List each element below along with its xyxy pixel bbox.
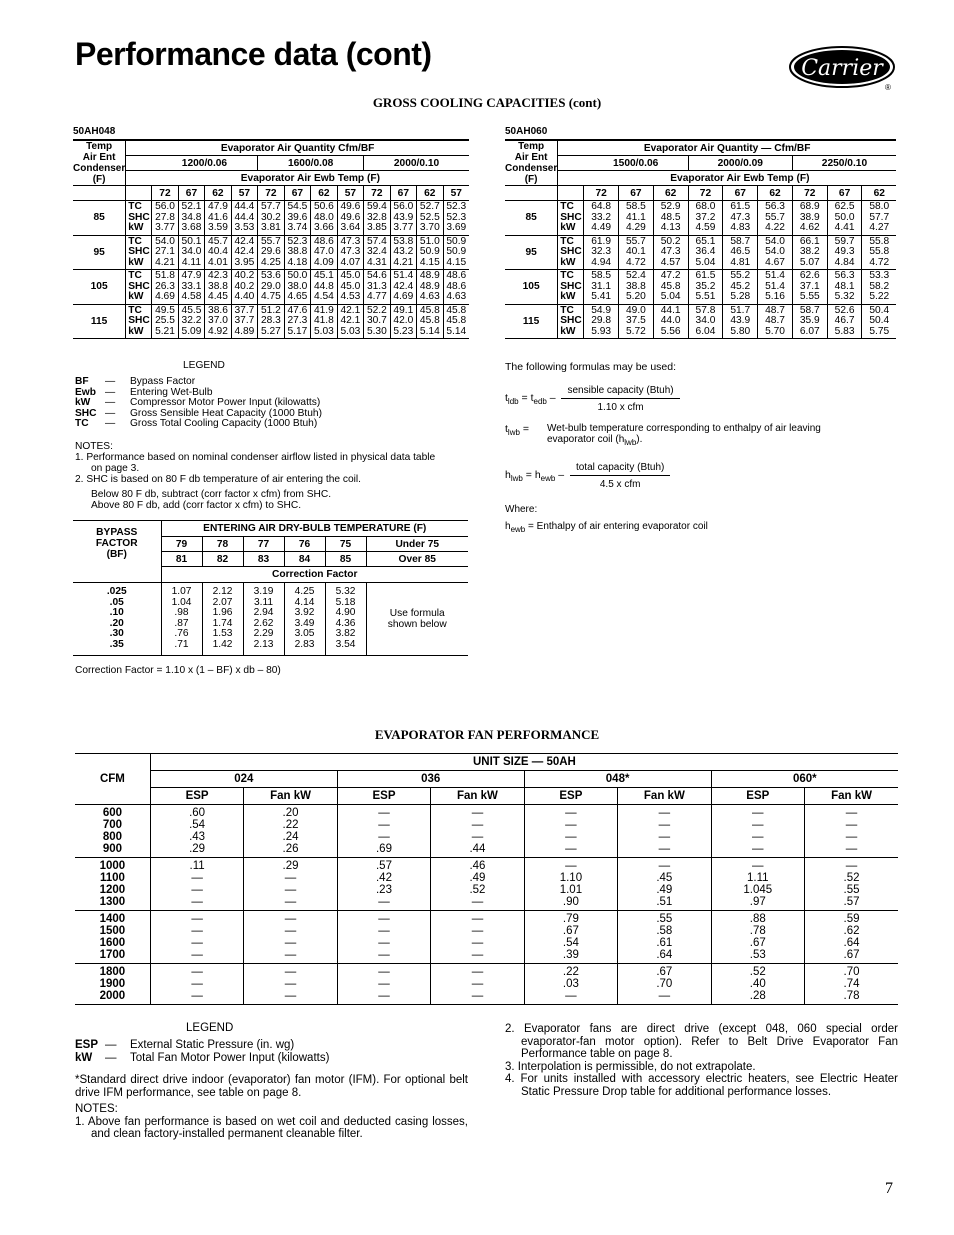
airflow-group: 1600/0.08 [258,156,364,171]
capacity-grid [73,140,469,339]
legend-item: TC — Gross Total Cooling Capacity (1000 Btuh) [75,418,318,430]
condenser-temp: 115 [505,304,558,339]
model-label: 50AH060 [505,126,896,140]
fan-cell: — 1.10 1.01 .90 [524,858,617,911]
capacity-cell: 57.4 32.4 4.31 [364,235,390,270]
ewb-temp: 72 [364,186,390,201]
condenser-temp: 85 [73,201,126,236]
legend-item: Ewb — Entering Wet-Bulb [75,386,213,398]
capacity-cell: 57.8 34.0 6.04 [688,304,723,339]
capacity-cell: 62.5 50.0 4.41 [827,201,862,236]
legend-item: BF — Bypass Factor [75,376,196,387]
capacity-cell: 37.7 37.7 4.89 [231,304,257,339]
row-labels: TC SHC kW [558,304,584,339]
capacity-cell: 47.9 33.1 4.58 [178,270,204,305]
temp-header: ENTERING AIR DRY-BULB TEMPERATURE (F) [161,521,468,537]
capacity-cell: 45.1 44.8 4.54 [311,270,337,305]
capacity-cell: 62.6 37.1 5.55 [792,270,827,305]
ewb-temp: 62 [862,186,896,201]
svg-text:®: ® [885,83,891,92]
unit-size-header: UNIT SIZE — 50AH [150,754,898,771]
legend-title: LEGEND [183,360,225,371]
fan-cell: — — — [150,964,243,1005]
capacity-cell: 51.4 42.4 4.69 [390,270,416,305]
capacity-cell: 47.3 47.3 4.07 [337,235,363,270]
airflow-group: 2000/0.09 [688,156,792,171]
airflow-group: 2250/0.10 [792,156,896,171]
capacity-cell: 50.6 48.0 3.66 [311,201,337,236]
table-row: 600 700 800 900 .60 .54 .43 .29 .20 .22 .24 .26 — — — .69 — — — .44 — — — — — — — — — — — — — — — — [75,805,898,858]
capacity-cell: 49.0 37.5 5.72 [619,304,654,339]
notes-title: NOTES: [75,441,113,452]
capacity-cell: 51.7 43.9 5.80 [723,304,758,339]
fan-cell: — — — [337,964,430,1005]
capacity-cell: 45.8 45.8 5.14 [443,304,469,339]
fan-cell: — — — [244,964,337,1005]
capacity-cell: 64.8 33.2 4.49 [584,201,619,236]
fan-cell: .29 — — — [244,858,337,911]
fan-cell: .60 .54 .43 .29 [150,805,243,858]
note-item: 2. Evaporator fans are direct drive (except 048, 060 special order evaporator-fan motor option). Refer to Belt Drive Evaporator Fan Performance table on page 8. [505,1023,898,1060]
formulas [505,361,900,534]
capacity-cell: 65.1 36.4 5.04 [688,235,723,270]
note-2-below: Below 80 F db, subtract (corr factor x cfm) from SHC. [91,489,332,500]
capacity-cell: 52.4 38.8 5.20 [619,270,654,305]
table-row: 1000 1100 1200 1300 .11 — — — .29 — — — .57 .42 .23 — .46 .49 .52 — — 1.10 1.01 .90 — .45 .49 .51 — 1.11 1.045 .97 — .52 .55 .57 [75,858,898,911]
unit-size: 024 [150,771,337,788]
condenser-temp: 95 [73,235,126,270]
capacity-cell: 61.5 35.2 5.51 [688,270,723,305]
ewb-temp: 62 [653,186,688,201]
capacity-table-060 [505,126,896,339]
table-row [505,235,896,270]
capacity-cell: 56.3 48.1 5.32 [827,270,862,305]
capacity-cell: 47.9 41.6 3.59 [205,201,231,236]
capacity-cell: 48.6 48.6 4.63 [443,270,469,305]
capacity-cell: 51.0 50.9 4.15 [417,235,443,270]
note-1: 1. Performance based on nominal condenser airflow listed in physical data table [75,452,436,463]
logo-text: Carrier [801,56,883,81]
fan-cell: — — — — [431,911,524,964]
ewb-header: Evaporator Air Ewb Temp (F) [152,171,469,186]
fan-cell: — — — — [618,805,711,858]
row-labels: TC SHC kW [558,235,584,270]
unit-size: 060* [711,771,898,788]
capacity-cell: 48.6 47.0 4.09 [311,235,337,270]
quantity-header: Evaporator Air Quantity Cfm/BF [126,141,469,156]
temp-header: Temp Air Ent Condenser (F) [505,141,558,185]
capacity-cell: 56.3 55.7 4.22 [758,201,793,236]
capacity-cell: 55.7 40.1 4.72 [619,235,654,270]
capacity-cell: 44.1 44.0 5.56 [653,304,688,339]
capacity-cell: 45.5 32.2 5.09 [178,304,204,339]
capacity-cell: 49.1 42.0 5.23 [390,304,416,339]
fan-cell: .20 .22 .24 .26 [244,805,337,858]
fan-performance-title: EVAPORATOR FAN PERFORMANCE [374,727,600,742]
capacity-cell: 47.2 45.8 5.04 [653,270,688,305]
capacity-cell: 61.5 47.3 4.83 [723,201,758,236]
ewb-temp: 67 [827,186,862,201]
note-item: 1. Above fan performance is based on wet coil and deducted casing losses, and clean factory-installed permanent cleanable filter. [75,1115,468,1140]
page-title: Performance data (cont) [75,36,432,72]
capacity-cell: 57.7 30.2 3.81 [258,201,284,236]
table-row [73,270,469,305]
fan-cell: — — — — [711,805,804,858]
condenser-temp: 105 [505,270,558,305]
fan-cell: .46 .49 .52 — [431,858,524,911]
formula-where: Where: [505,504,538,515]
ewb-header: Evaporator Air Ewb Temp (F) [584,171,896,186]
ewb-temp: 62 [311,186,337,201]
fan-legend-title: LEGEND [186,1022,234,1034]
capacity-cell: 68.9 38.9 4.62 [792,201,827,236]
correction-formula: Correction Factor = 1.10 x (1 – BF) x db – 80) [75,665,281,676]
table-row: 1400 1500 1600 1700 — — — — — — — — — — — — — — — — .79 .67 .54 .39 .55 .58 .61 .64 .88 .78 .67 .53 .59 .62 .64 .67 [75,911,898,964]
table-row [73,201,469,236]
note-1-cont: on page 3. [91,463,140,474]
fan-cell: .79 .67 .54 .39 [524,911,617,964]
capacity-cell: 54.5 39.6 3.74 [284,201,310,236]
fan-notes-right [505,1023,898,1098]
airflow-group: 2000/0.10 [364,156,469,171]
fan-cell: — .45 .49 .51 [618,858,711,911]
formula-hewb: $h_{ewb}$ = Enthalpy of air entering evaporator coil [505,521,708,534]
capacity-cell: 51.2 28.3 5.27 [258,304,284,339]
use-formula-note: Use formula shown below [366,583,468,656]
capacity-cell: 49.5 25.5 5.21 [152,304,178,339]
capacity-cell: 50.9 50.9 4.15 [443,235,469,270]
legend-item: ESP — External Static Pressure (in. wg) [75,1039,295,1051]
formula-tldb: $t_{ldb} = t_{edb}$ – $\frac{\text{sensible capacity (Btuh)}}{\text{1.10 x cfm}}$ [505,385,900,413]
fan-cell: .57 .42 .23 — [337,858,430,911]
formula-tlwb: $t_{lwb}$ = Wet-bulb temperature corresponding to enthalpy of air leaving evaporator coil $(h_{lwb})$. [505,423,821,447]
ewb-temp: 72 [688,186,723,201]
capacity-cell: 52.3 52.3 3.69 [443,201,469,236]
fan-footnote: *Standard direct drive indoor (evaporator) fan motor (IFM). For optional belt drive IFM performance, see table on page 8. [75,1074,468,1099]
capacity-cell: 56.0 27.8 3.77 [152,201,178,236]
quantity-header: Evaporator Air Quantity — Cfm/BF [558,141,896,156]
model-label: 50AH048 [73,126,469,140]
capacity-cell: 45.7 40.4 4.01 [205,235,231,270]
carrier-logo [788,44,900,92]
ewb-temp: 62 [205,186,231,201]
condenser-temp: 95 [505,235,558,270]
table-row [505,270,896,305]
legend-list [75,377,322,430]
ewb-temp: 62 [758,186,793,201]
capacity-cell: 58.5 31.1 5.41 [584,270,619,305]
row-labels: TC SHC kW [126,304,152,339]
note-2-above: Above 80 F db, add (corr factor x cfm) to SHC. [91,500,302,511]
fan-cell: — — — [431,964,524,1005]
fan-cell: .59 .62 .64 .67 [805,911,898,964]
capacity-cell: 56.0 43.9 3.77 [390,201,416,236]
table-row [505,304,896,339]
capacity-cell: 45.0 45.0 4.53 [337,270,363,305]
capacity-cell: 51.4 51.4 5.16 [758,270,793,305]
condenser-temp: 115 [73,304,126,339]
fan-cell: — — — — [244,911,337,964]
row-labels: TC SHC kW [558,270,584,305]
ewb-temp: 57 [231,186,257,201]
capacity-cell: 48.7 48.7 5.70 [758,304,793,339]
ewb-temp: 57 [337,186,363,201]
capacity-cell: 54.6 31.3 4.77 [364,270,390,305]
note-item: 4. For units installed with accessory electric heaters, see Electric Heater Static Pressure Drop table for additional performance losses. [505,1073,898,1098]
formula-hlwb: $h_{lwb} = h_{ewb}$ – $\frac{\text{total capacity (Btuh)}}{\text{4.5 x cfm}}$ [505,462,900,490]
capacity-cell: 58.7 46.5 4.81 [723,235,758,270]
fan-notes-left [75,1103,468,1141]
capacity-cell: 52.3 38.8 4.18 [284,235,310,270]
fan-cell: .55 .58 .61 .64 [618,911,711,964]
table-row [73,235,469,270]
capacity-cell: 48.9 48.9 4.63 [417,270,443,305]
table-row [505,201,896,236]
capacity-cell: 58.5 41.1 4.29 [619,201,654,236]
capacity-cell: 44.4 44.4 3.53 [231,201,257,236]
capacity-table-048 [73,126,469,339]
ewb-temp: 72 [584,186,619,201]
ewb-temp: 67 [390,186,416,201]
bypass-factor-table: BYPASS FACTOR (BF) ENTERING AIR DRY-BULB TEMPERATURE (F) 79 78 77 76 75 Under 75 81 82 83 84 85 Over 85 Correction Factor .025 .05 .10 .20 .30 .35 1.07 1.04 .98 .87 .76 .71 2.12 2.07 1.96 1.74 1.53 1.42 3.19 3.11 2.94 2.62 2.29 2.13 4.25 4.14 3.92 3.49 3.05 2.83 5.32 5.18 4.90 4.36 3.82 3.54 Use formula shown below [73,520,468,656]
fan-cell: — — — — [150,911,243,964]
capacity-cell: 58.7 35.9 6.07 [792,304,827,339]
cfm-header: CFM [75,754,150,805]
fan-cell: — — — .44 [431,805,524,858]
ewb-temp: 72 [152,186,178,201]
row-labels: TC SHC kW [126,235,152,270]
capacity-cell: 52.1 34.8 3.68 [178,201,204,236]
legend-item: kW — Compressor Motor Power Input (kilowatts) [75,397,321,409]
capacity-cell: 42.1 42.1 5.03 [337,304,363,339]
capacity-cell: 52.6 46.7 5.83 [827,304,862,339]
row-labels: TC SHC kW [126,270,152,305]
capacity-cell: 61.9 32.3 4.94 [584,235,619,270]
ewb-temp: 67 [619,186,654,201]
capacity-cell: 59.7 49.3 4.84 [827,235,862,270]
capacity-cell: 45.8 45.8 5.14 [417,304,443,339]
capacity-cell: 52.9 48.5 4.13 [653,201,688,236]
note-item: 3. Interpolation is permissible, do not extrapolate. [505,1060,756,1073]
capacity-cell: 55.2 45.2 5.28 [723,270,758,305]
fan-cell: .88 .78 .67 .53 [711,911,804,964]
capacity-cell: 52.2 30.7 5.30 [364,304,390,339]
capacity-cell: 59.4 32.8 3.85 [364,201,390,236]
gross-cooling-title: GROSS COOLING CAPACITIES (cont) [372,95,602,110]
table-row: 1800 1900 2000 — — — — — — — — — — — — .22 .03 — .67 .70 — .52 .40 .28 .70 .74 .78 [75,964,898,1005]
legend-item: SHC — Gross Sensible Heat Capacity (1000 Btuh) [75,407,322,419]
capacity-cell: 40.2 40.2 4.40 [231,270,257,305]
capacity-cell: 50.4 50.4 5.75 [862,304,896,339]
capacity-cell: 38.6 37.0 4.92 [205,304,231,339]
fan-legend-list [75,1039,329,1065]
fan-cell: — — — .69 [337,805,430,858]
note-2: 2. SHC is based on 80 F db temperature of air entering the coil. [75,474,361,485]
fan-cell: — — — — [805,805,898,858]
fan-cell: — .52 .55 .57 [805,858,898,911]
capacity-grid [505,140,896,339]
unit-size: 048* [524,771,711,788]
notes [75,441,470,511]
ewb-temp: 57 [443,186,469,201]
bf-header: BYPASS FACTOR (BF) [73,521,161,567]
row-labels: TC SHC kW [558,201,584,236]
capacity-cell: 47.6 27.3 5.17 [284,304,310,339]
fan-cell: .70 .74 .78 [805,964,898,1005]
temp-header: Temp Air Ent Condenser (F) [73,141,126,185]
capacity-cell: 54.9 29.8 5.93 [584,304,619,339]
airflow-group: 1200/0.06 [152,156,258,171]
capacity-cell: 42.4 42.4 3.95 [231,235,257,270]
ewb-temp: 62 [417,186,443,201]
capacity-cell: 55.8 55.8 4.72 [862,235,896,270]
capacity-cell: 50.2 47.3 4.57 [653,235,688,270]
capacity-cell: 51.8 26.3 4.69 [152,270,178,305]
page-number: 7 [885,1180,893,1197]
capacity-cell: 54.0 54.0 4.67 [758,235,793,270]
ewb-temp: 67 [723,186,758,201]
capacity-cell: 42.3 38.8 4.45 [205,270,231,305]
fan-cell: .11 — — — [150,858,243,911]
capacity-cell: 53.3 58.2 5.22 [862,270,896,305]
ewb-temp: 72 [258,186,284,201]
condenser-temp: 85 [505,201,558,236]
fan-performance-table: CFM UNIT SIZE — 50AH 024 036 048* 060* ESP Fan kW ESP Fan kW ESP Fan kW ESP Fan kW 600 700 800 900 .60 .54 .43 .29 .20 .22 .24 .26 — — — .69 — — — .44 — — — — — — — — — — — — — — — — 1000 1100 1200 1300 .11 — — — .29 — — — .57 .42 .23 — .46 .49 .52 — — 1.10 1.01 .90 — .45 .49 .51 — 1.11 1.045 .97 — .52 .55 .57 1400 1500 1600 1700 — — — — — — — — — — — — — — — — .79 .67 .54 .39 .55 .58 .61 .64 .88 .78 .67 .53 .59 .62 .64 .67 1800 1900 2000 — — — — — — — — — — — — .22 .03 — .67 .70 — .52 .40 .28 .70 .74 .78 [75,753,898,1005]
capacity-cell: 53.6 29.0 4.75 [258,270,284,305]
condenser-temp: 105 [73,270,126,305]
table-row [73,304,469,339]
capacity-cell: 68.0 37.2 4.59 [688,201,723,236]
fan-cell: — 1.11 1.045 .97 [711,858,804,911]
capacity-cell: 55.7 29.6 4.25 [258,235,284,270]
capacity-cell: 52.7 52.5 3.70 [417,201,443,236]
capacity-cell: 54.0 27.1 4.21 [152,235,178,270]
legend-item: kW — Total Fan Motor Power Input (kilowatts) [75,1052,330,1064]
fan-cell: .52 .40 .28 [711,964,804,1005]
fan-cell: — — — — [337,911,430,964]
capacity-cell: 50.0 38.0 4.65 [284,270,310,305]
capacity-cell: 50.1 34.0 4.11 [178,235,204,270]
airflow-group: 1500/0.06 [584,156,688,171]
ewb-temp: 67 [178,186,204,201]
fan-cell: .22 .03 — [524,964,617,1005]
capacity-cell: 53.8 43.2 4.21 [390,235,416,270]
bf-data-row: .025 .05 .10 .20 .30 .35 1.07 1.04 .98 .87 .76 .71 2.12 2.07 1.96 1.74 1.53 1.42 3.19 3.11 2.94 2.62 2.29 2.13 4.25 4.14 3.92 3.49 3.05 2.83 5.32 5.18 4.90 4.36 3.82 3.54 Use formula shown below [73,583,468,656]
capacity-cell: 41.9 41.8 5.03 [311,304,337,339]
formula-intro: The following formulas may be used: [505,361,676,373]
row-labels: TC SHC kW [126,201,152,236]
unit-size: 036 [337,771,524,788]
fan-cell: .67 .70 — [618,964,711,1005]
fan-cell: — — — — [524,805,617,858]
capacity-cell: 58.0 57.7 4.27 [862,201,896,236]
ewb-temp: 67 [284,186,310,201]
ewb-temp: 72 [792,186,827,201]
cf-header: Correction Factor [161,567,468,583]
fan-notes-title: NOTES: [75,1103,118,1115]
capacity-cell: 49.6 49.6 3.64 [337,201,363,236]
capacity-cell: 66.1 38.2 5.07 [792,235,827,270]
